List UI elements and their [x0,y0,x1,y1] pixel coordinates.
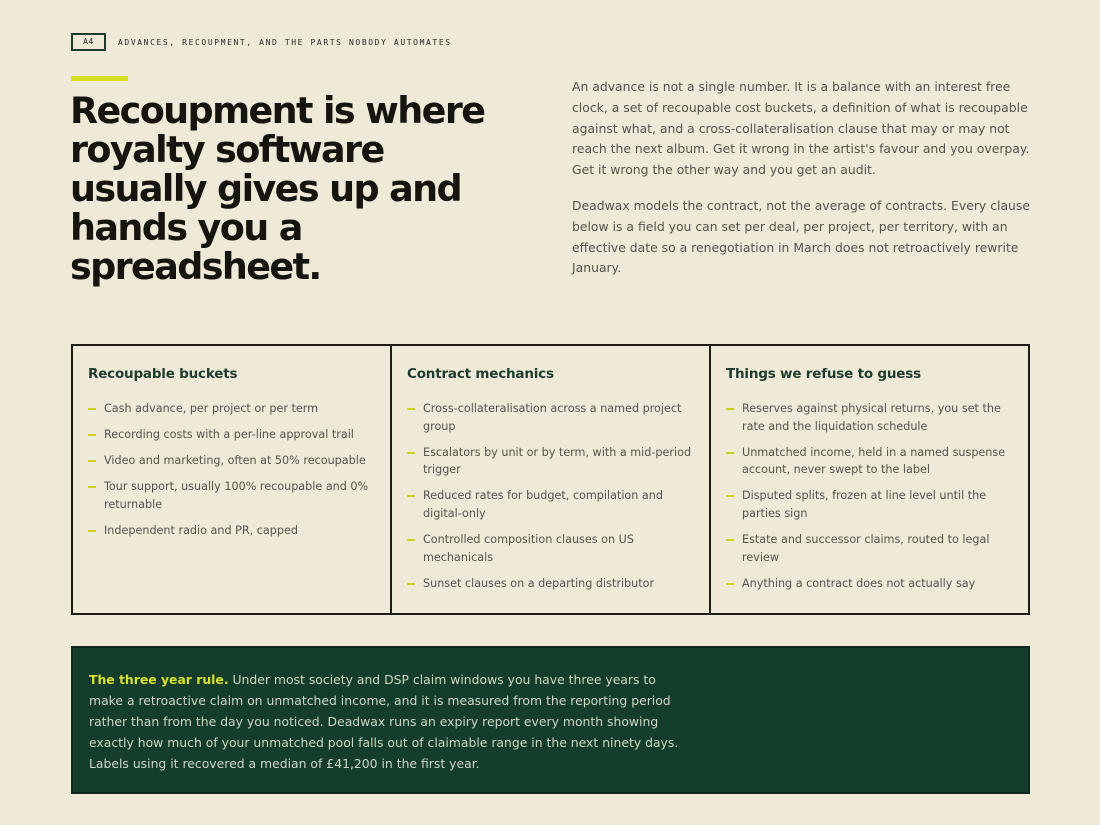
card-list [88,400,376,540]
dash-icon [88,530,96,532]
list-item [726,444,1014,479]
list-item-text: Anything a contract does not actually say [742,576,976,590]
three-year-rule-callout [71,646,1030,794]
dash-icon [726,452,734,454]
dash-icon [726,539,734,541]
callout-lead: The three year rule. [89,672,229,687]
list-item [407,575,695,593]
feature-cards [71,344,1030,615]
section-badge: A4 [71,33,106,51]
callout-body: Under most society and DSP claim windows you have three years to make a retroactive claim on unmatched income, and it is measured from the reporting period rather than from the day you noticed. Deadwax runs an expiry report every month showing exactly how much of your unmatched pool falls out of claimable range in the next ninety days. Labels using it recovered a median of £41,200 in the first year. [89,672,679,772]
list-item-text: Unmatched income, held in a named suspense account, never swept to the label [742,445,1006,477]
list-item [726,575,1014,593]
section-kicker [71,33,452,51]
list-item [88,522,376,540]
card-list [726,400,1014,592]
card-title: Recoupable buckets [88,366,238,382]
card-contract-mechanics [390,346,709,613]
card-title: Things we refuse to guess [726,366,921,382]
list-item [407,487,695,522]
list-item-text: Independent radio and PR, capped [104,523,298,537]
list-item [88,426,376,444]
list-item [88,452,376,470]
page-headline: Recoupment is where royalty software usually gives up and hands you a spreadsheet. [70,89,485,288]
card-list [407,400,695,592]
section-eyebrow: ADVANCES, RECOUPMENT, AND THE PARTS NOBODY AUTOMATES [118,37,452,47]
list-item-text: Escalators by unit or by term, with a mid-period trigger [423,445,692,477]
dash-icon [407,408,415,410]
dash-icon [726,583,734,585]
list-item [88,400,376,418]
list-item [407,531,695,566]
list-item-text: Reduced rates for budget, compilation and digital-only [423,489,663,520]
card-things-we-refuse-to-guess [709,346,1028,613]
list-item-text: Recording costs with a per-line approval trail [104,428,354,442]
dash-icon [88,486,96,488]
dash-icon [88,460,96,462]
card-recoupable-buckets [73,346,390,613]
list-item-text: Video and marketing, often at 50% recoupable [104,454,366,468]
list-item [88,478,376,513]
intro-text [572,77,1032,294]
list-item-text: Cross-collateralisation across a named project group [423,402,682,433]
intro-paragraph: Deadwax models the contract, not the average of contracts. Every clause below is a field you can set per deal, per project, per territory, with an effective date so a renegotiation in March does not retroactively rewrite January. [572,197,1030,276]
list-item-text: Sunset clauses on a departing distributor [423,576,655,590]
list-item-text: Tour support, usually 100% recoupable and 0% returnable [104,480,369,511]
dash-icon [88,434,96,436]
callout-text [89,669,689,774]
accent-bar [71,76,128,81]
list-item-text: Reserves against physical returns, you set the rate and the liquidation schedule [742,402,1001,433]
dash-icon [407,583,415,585]
dash-icon [726,495,734,497]
list-item-text: Controlled composition clauses on US mechanicals [423,533,634,564]
list-item-text: Estate and successor claims, routed to legal review [742,533,990,564]
list-item [726,531,1014,566]
list-item [726,400,1014,435]
list-item-text: Cash advance, per project or per term [104,402,319,415]
dash-icon [726,408,734,410]
dash-icon [88,408,96,410]
list-item [407,444,695,479]
dash-icon [407,495,415,497]
list-item [726,487,1014,522]
intro-paragraph: An advance is not a single number. It is a balance with an interest free clock, a set of recoupable cost buckets, a definition of what is recoupable against what, and a cross-collateralisation clause that may or may not reach the next album. Get it wrong in the artist's favour and you overpay. Get it wrong the other way and you get an audit. [572,79,1030,178]
dash-icon [407,539,415,541]
dash-icon [407,452,415,454]
list-item-text: Disputed splits, frozen at line level until the parties sign [742,489,987,520]
list-item [407,400,695,435]
card-title: Contract mechanics [407,366,554,382]
